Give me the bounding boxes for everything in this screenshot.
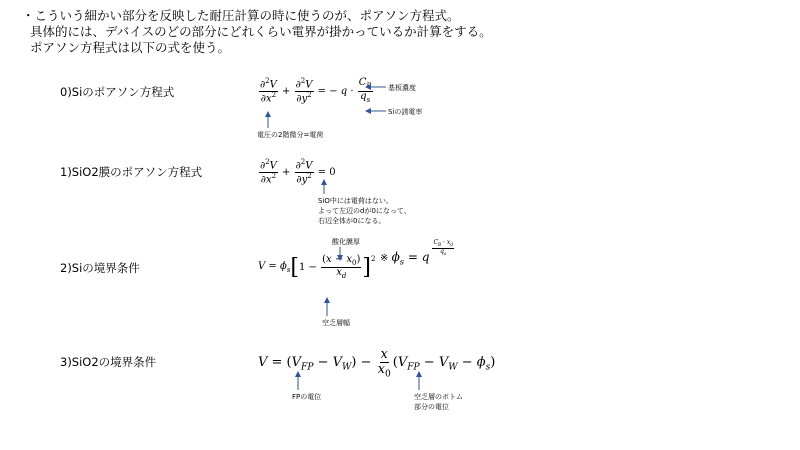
annotation-si-permittivity: Siの誘電率 — [388, 108, 423, 116]
annotation-depletion-bottom-line-1: 空乏層のボトム — [414, 393, 463, 401]
intro-line-1: ・こういう細かい部分を反映した耐圧計算の時に使うのが、ポアソン方程式。 — [22, 8, 460, 23]
section-1-heading: 1)SiO2膜のポアソン方程式 — [60, 165, 203, 179]
equation-boundary-si: $V = \phi_s$ [ 1 − $\frac{(x - x_0)}{x_d}$ ] 2 — [258, 254, 376, 281]
intro-line-3: ポアソン方程式は以下の式を使う。 — [30, 40, 231, 55]
equation-boundary-sio2: $V = (V_{FP} - V_W)$ − $\frac{x}{x_0}$ $(V_{FP} - V_W - \phi_s)$ — [258, 347, 496, 380]
annotation-sio-line-2: よって左辺のdが0になって、 — [318, 207, 411, 215]
equation-poisson-sio2: $\frac{\partial^2V}{\partial x^2}$ + $\frac{\partial^2V}{\partial y^2}$ = 0 — [260, 158, 336, 186]
equation-poisson-si: $\frac{\partial^2V}{\partial x^2}$ + $\frac{\partial^2V}{\partial y^2}$ = − q · $\frac{C_B}{q_s}$ — [260, 77, 372, 105]
annotation-oxide-thickness: 酸化膜厚 — [332, 238, 360, 246]
annotation-depletion-bottom-line-2: 部分の電位 — [414, 403, 449, 411]
equation-phi-s: ※ $\phi_s = q$ $\frac{C_B \cdot x_d}{q_s}$ — [380, 239, 453, 267]
section-0-heading: 0)Siのポアソン方程式 — [60, 85, 175, 99]
annotation-sio-line-1: SiO中には電荷はない。 — [318, 197, 393, 205]
section-3-heading: 3)SiO2の境界条件 — [60, 355, 157, 369]
annotation-substrate-conc: 基板濃度 — [388, 84, 416, 92]
annotation-sio-line-3: 右辺全体が0になる。 — [318, 217, 386, 225]
annotation-fp-potential: FPの電位 — [292, 393, 322, 401]
intro-line-2: 具体的には、デバイスのどの部分にどれくらい電界が掛かっているか計算をする。 — [30, 24, 492, 39]
section-2-heading: 2)Siの境界条件 — [60, 261, 140, 275]
annotation-depletion-width: 空乏層幅 — [322, 319, 350, 327]
annotation-second-derivative: 電圧の2階微分=電荷 — [257, 131, 324, 139]
